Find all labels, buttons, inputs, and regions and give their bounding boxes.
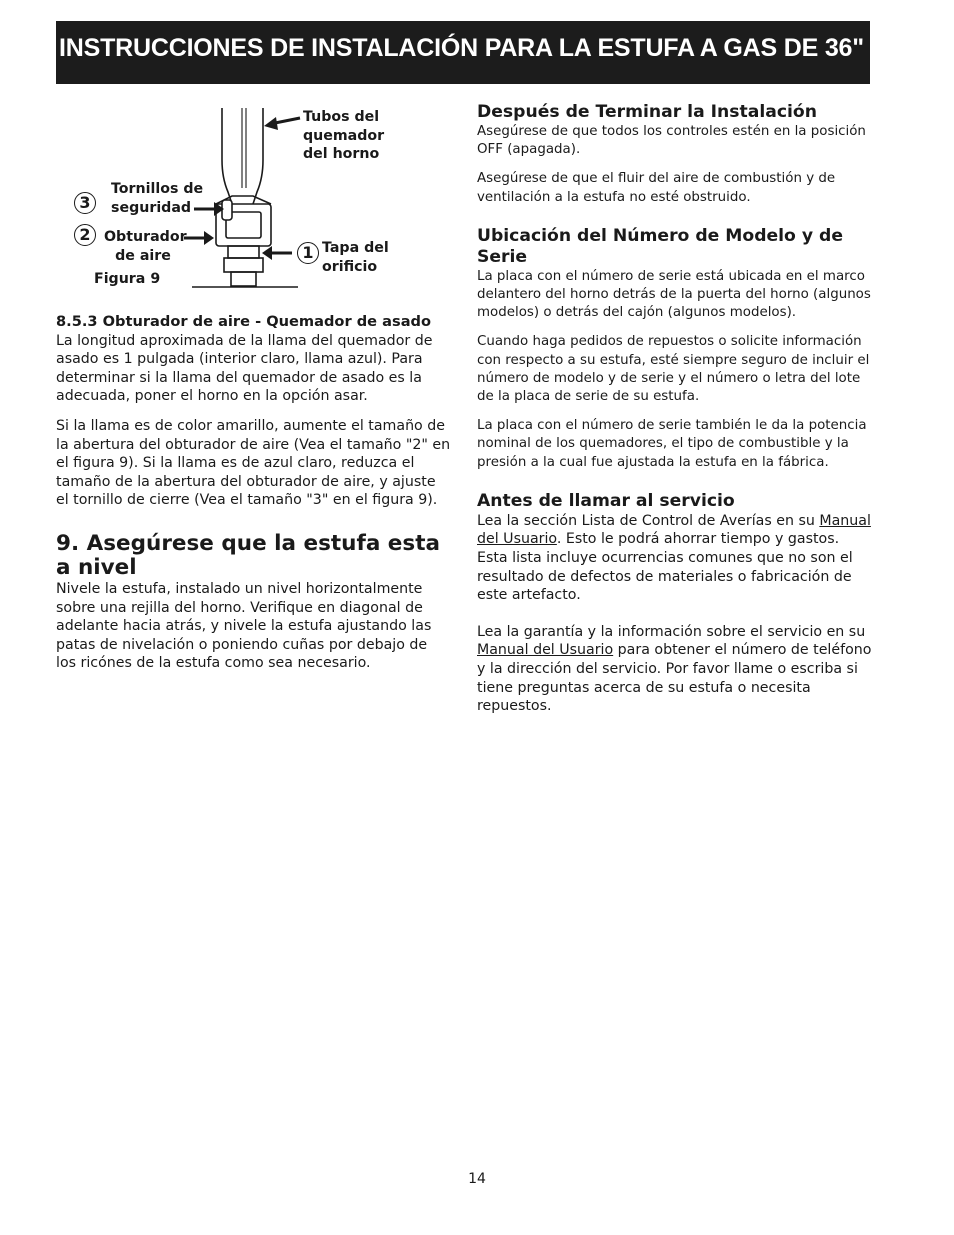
section-853-heading: 8.5.3 Obturador de aire - Quemador de asado bbox=[56, 313, 432, 330]
model-serial-paragraph-3: La placa con el número de serie también le da la potencia nominal de los quemadores, el tipo de combustible y la presión a la cual fue ajustada la estufa en la fábrica. bbox=[477, 418, 867, 470]
after-install-paragraph-1: Asegúrese de que todos los controles estén en la posición OFF (apagada). bbox=[477, 124, 866, 158]
label-burner-tubes: Tubos del quemador del horno bbox=[303, 109, 385, 162]
model-serial-heading: Ubicación del Número de Modelo y de Serie bbox=[477, 225, 843, 267]
callout-3: 3 bbox=[74, 192, 96, 214]
page-title-banner bbox=[56, 21, 870, 84]
figure-9 bbox=[56, 100, 456, 300]
right-column bbox=[477, 102, 872, 716]
section-9-paragraph-1: Nivele la estufa, instalado un nivel horizontalmente sobre una rejilla del horno. Verifique en diagonal de adelante hacia atrás, y nivele la estufa ajustando las patas de nivelación o poniendo cuñas por debajo de los ricónes de la estufa como sea necesario. bbox=[56, 580, 432, 672]
section-9-heading: 9. Asegúrese que la estufa esta a nivel bbox=[56, 530, 440, 580]
model-serial-paragraph-1: La placa con el número de serie está ubicada en el marco delantero del horno detrás de la puerta del horno (algunos modelos) o detrás del cajón (algunos modelos). bbox=[477, 268, 871, 321]
label-air-shutter: Obturador de aire bbox=[104, 229, 187, 264]
after-install-heading: Después de Terminar la Instalación bbox=[477, 102, 817, 122]
left-column bbox=[56, 313, 451, 673]
user-manual-link-2: Manual del Usuario bbox=[477, 642, 614, 659]
after-install-paragraph-2: Asegúrese de que el fluir del aire de combustión y de ventilación a la estufa no esté obstruido. bbox=[477, 171, 836, 205]
callout-1: 1 bbox=[297, 242, 319, 264]
page-title: INSTRUCCIONES DE INSTALACIÓN PARA LA ESTUFA A GAS DE 36" bbox=[59, 34, 864, 62]
service-paragraph-1: Lea la sección Lista de Control de Averías en su Manual del Usuario. Esto le podrá ahorrar tiempo y gastos. Esta lista incluye ocurrencias comunes que no son el resultado de defectos de materiales o fabricación de este artefacto. bbox=[477, 512, 871, 604]
figure-caption: Figura 9 bbox=[94, 271, 161, 287]
label-orifice-cap: Tapa del orificio bbox=[322, 240, 389, 275]
model-serial-paragraph-2: Cuando haga pedidos de repuestos o solicite información con respecto a su estufa, esté siempre seguro de incluir el número de modelo y de serie y el número o letra del lote de la placa de serie de su estufa. bbox=[477, 334, 870, 405]
page-number: 14 bbox=[468, 1171, 486, 1187]
service-heading: Antes de llamar al servicio bbox=[477, 490, 735, 511]
section-853-paragraph-2: Si la llama es de color amarillo, aumente el tamaño de la abertura del obturador de aire (Vea el tamaño "2" en el figura 9). Si la llama es de azul claro, reduzca el tamaño de la abertura del obturador de aire, y ajuste el tornillo de cierre (Vea el tamaño "3" en el figura 9). bbox=[56, 417, 451, 509]
callout-2: 2 bbox=[74, 224, 96, 246]
label-safety-screws: Tornillos de seguridad bbox=[111, 181, 204, 216]
service-paragraph-2: Lea la garantía y la información sobre el servicio en su Manual del Usuario para obtener el número de teléfono y la dirección del servicio. Por favor llame o escriba si tiene preguntas acerca de su estufa o necesita repuestos. bbox=[477, 623, 872, 715]
user-manual-link: Manual del Usuario bbox=[477, 512, 871, 548]
section-853-paragraph-1: La longitud aproximada de la llama del quemador de asado es 1 pulgada (interior claro, llama azul). Para determinar si la llama del quemador de asado es la adecuada, poner el horno en la opción asar. bbox=[56, 332, 433, 405]
